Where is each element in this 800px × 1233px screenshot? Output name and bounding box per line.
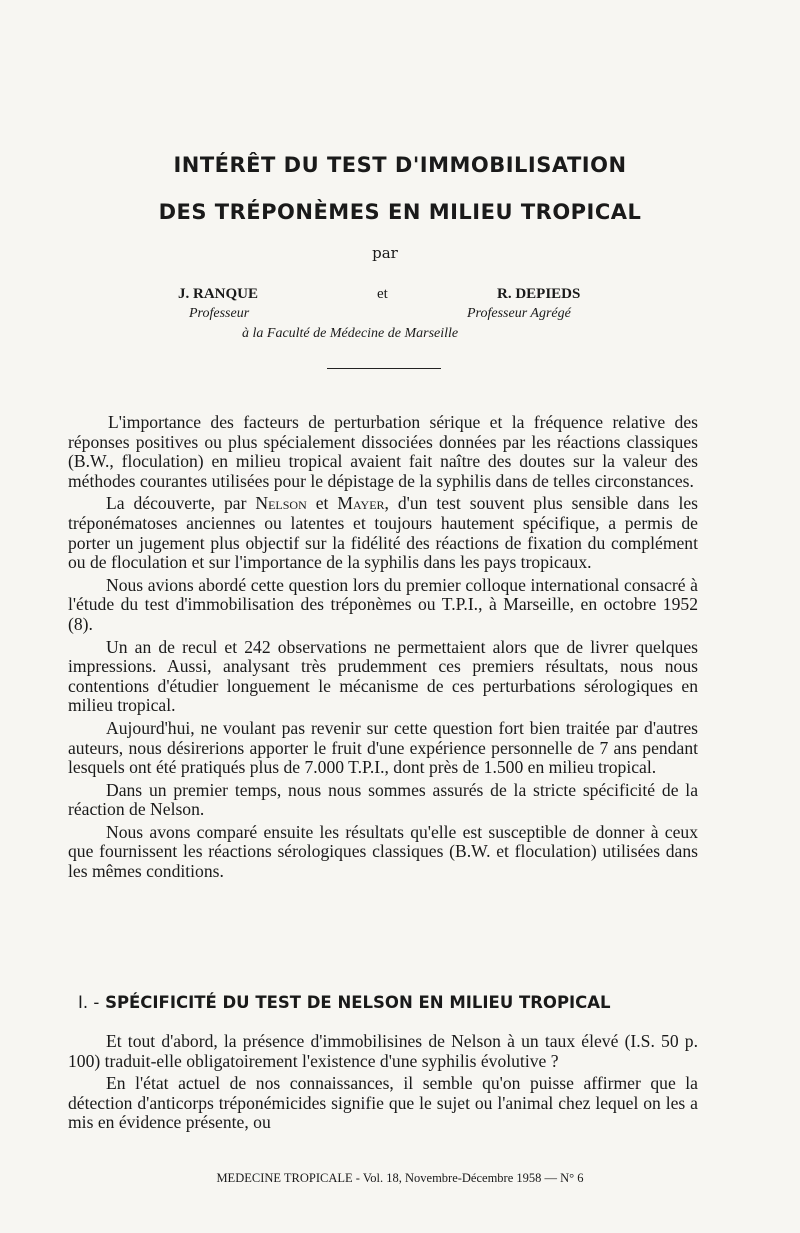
title-line-1: INTÉRÊT DU TEST D'IMMOBILISATION bbox=[173, 153, 627, 177]
paragraph: Et tout d'abord, la présence d'immobilisines de Nelson à un taux élevé (I.S. 50 p. 100) traduit-elle obligatoirement l'existence d'une syphilis évolutive ? bbox=[68, 1031, 698, 1071]
journal-footer: MEDECINE TROPICALE - Vol. 18, Novembre-Décembre 1958 — N° 6 bbox=[216, 1171, 584, 1185]
text-run: et bbox=[306, 493, 338, 514]
intro-body bbox=[68, 413, 698, 882]
byline-par: par bbox=[372, 244, 398, 262]
author-1-role: Professeur bbox=[189, 306, 250, 321]
author-1: J. RANQUE bbox=[178, 286, 259, 302]
paragraph: En l'état actuel de nos connaissances, il semble qu'on puisse affirmer que la détection d'anticorps tréponémicides signifie que le sujet ou l'animal chez lequel on les a mis en évidence présente, ou bbox=[68, 1073, 698, 1133]
paragraph: L'importance des facteurs de perturbation sérique et la fréquence relative des réponses positives ou plus spécialement dissociées données par les réactions classiques (B.W., floculation) en milieu tropical avaient fait naître des doutes sur la valeur des méthodes courantes utilisées pour le dépistage de la syphilis dans de telles circonstances. bbox=[68, 412, 698, 491]
text-run: , d'un test souvent plus sensible dans les tréponématoses anciennes ou latentes et toujours hautement spécifique, a permis de porter un jugement plus objectif sur la fidélité des réactions de fixation du complément ou de floculation et sur l'importance de la syphilis dans les pays tropicaux. bbox=[68, 493, 698, 573]
section-heading bbox=[78, 993, 738, 1012]
paragraph: Nous avions abordé cette question lors du premier colloque international consacré à l'étude du test d'immobilisation des tréponèmes ou T.P.I., à Marseille, en octobre 1952 (8). bbox=[68, 574, 698, 634]
section-title: SPÉCIFICITÉ DU TEST DE NELSON EN MILIEU TROPICAL bbox=[105, 993, 611, 1012]
author-name: Mayer bbox=[337, 493, 385, 514]
section-number: I. - bbox=[78, 993, 100, 1012]
paragraph: Dans un premier temps, nous nous sommes assurés de la stricte spécificité de la réaction de Nelson. bbox=[68, 779, 698, 820]
author-name: Nelson bbox=[255, 493, 307, 514]
byline-et: et bbox=[377, 286, 388, 302]
paragraph: Un an de recul et 242 observations ne permettaient alors que de livrer quelques impressions. Aussi, analysant très prudemment ces premiers résultats, nous nous contentions d'étudier longuement le mécanisme de ces perturbations sérologiques en milieu tropical. bbox=[68, 636, 698, 716]
section-1-body bbox=[68, 1032, 698, 1133]
author-2-role: Professeur Agrégé bbox=[467, 306, 571, 321]
title-separator bbox=[327, 368, 441, 369]
text-run: La découverte, par bbox=[106, 493, 256, 514]
title-line-2: DES TRÉPONÈMES EN MILIEU TROPICAL bbox=[158, 200, 642, 224]
paragraph bbox=[68, 494, 698, 572]
author-2: R. DEPIEDS bbox=[497, 286, 581, 302]
paragraph: Nous avons comparé ensuite les résultats qu'elle est susceptible de donner à ceux que fournissent les réactions sérologiques classiques (B.W. et floculation) utilisées dans les mêmes conditions. bbox=[68, 821, 698, 882]
paragraph: Aujourd'hui, ne voulant pas revenir sur cette question fort bien traitée par d'autres auteurs, nous désirerions apporter le fruit d'une expérience personnelle de 7 ans pendant lesquels ont été pratiqués plus de 7.000 T.P.I., dont près de 1.500 en milieu tropical. bbox=[68, 717, 698, 778]
affiliation: à la Faculté de Médecine de Marseille bbox=[242, 326, 459, 341]
